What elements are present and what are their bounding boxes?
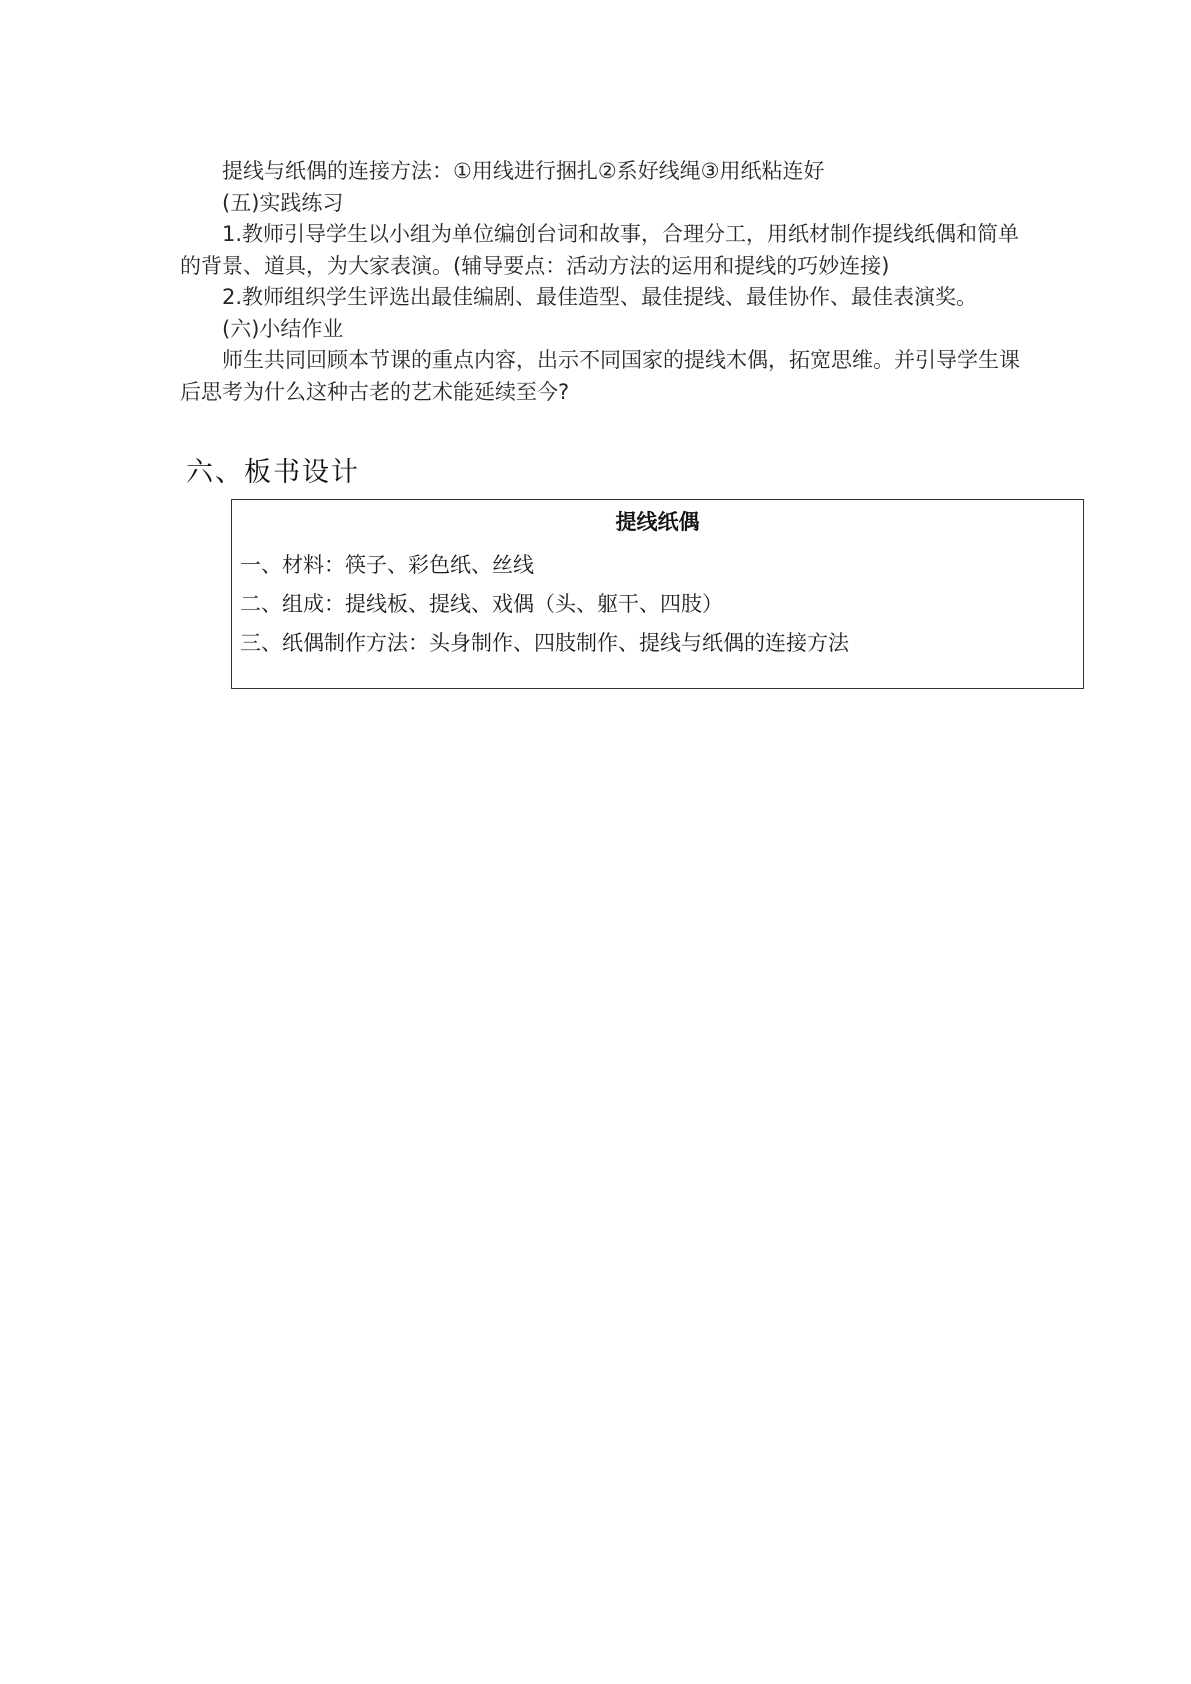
board-title: 提线纸偶 [615, 510, 700, 534]
section-heading-board-design: 六、板书设计 [186, 457, 360, 488]
lesson-body-text [180, 156, 1020, 408]
board-line-composition: 二、组成：提线板、提线、戏偶（头、躯干、四肢） [240, 592, 723, 616]
paragraph-connection-methods: 提线与纸偶的连接方法：①用线进行捆扎②系好线绳③用纸粘连好 [222, 159, 825, 183]
paragraph-practice-2: 2.教师组织学生评选出最佳编剧、最佳造型、最佳提线、最佳协作、最佳表演奖。 [222, 285, 978, 309]
paragraph-summary: 师生共同回顾本节课的重点内容，出示不同国家的提线木偶，拓宽思维。并引导学生课后思考为什么这种古老的艺术能延续至今? [180, 348, 1020, 404]
board-line-materials: 一、材料：筷子、彩色纸、丝线 [240, 553, 534, 577]
board-lines-list [240, 546, 1083, 663]
subheading-summary: (六)小结作业 [222, 316, 344, 341]
board-line-methods: 三、纸偶制作方法：头身制作、四肢制作、提线与纸偶的连接方法 [240, 631, 849, 655]
board-design-box [231, 499, 1084, 689]
subheading-practice: (五)实践练习 [222, 190, 344, 215]
paragraph-practice-1: 1.教师引导学生以小组为单位编创台词和故事，合理分工，用纸材制作提线纸偶和简单的背景、道具，为大家表演。(辅导要点：活动方法的运用和提线的巧妙连接) [180, 222, 1020, 278]
